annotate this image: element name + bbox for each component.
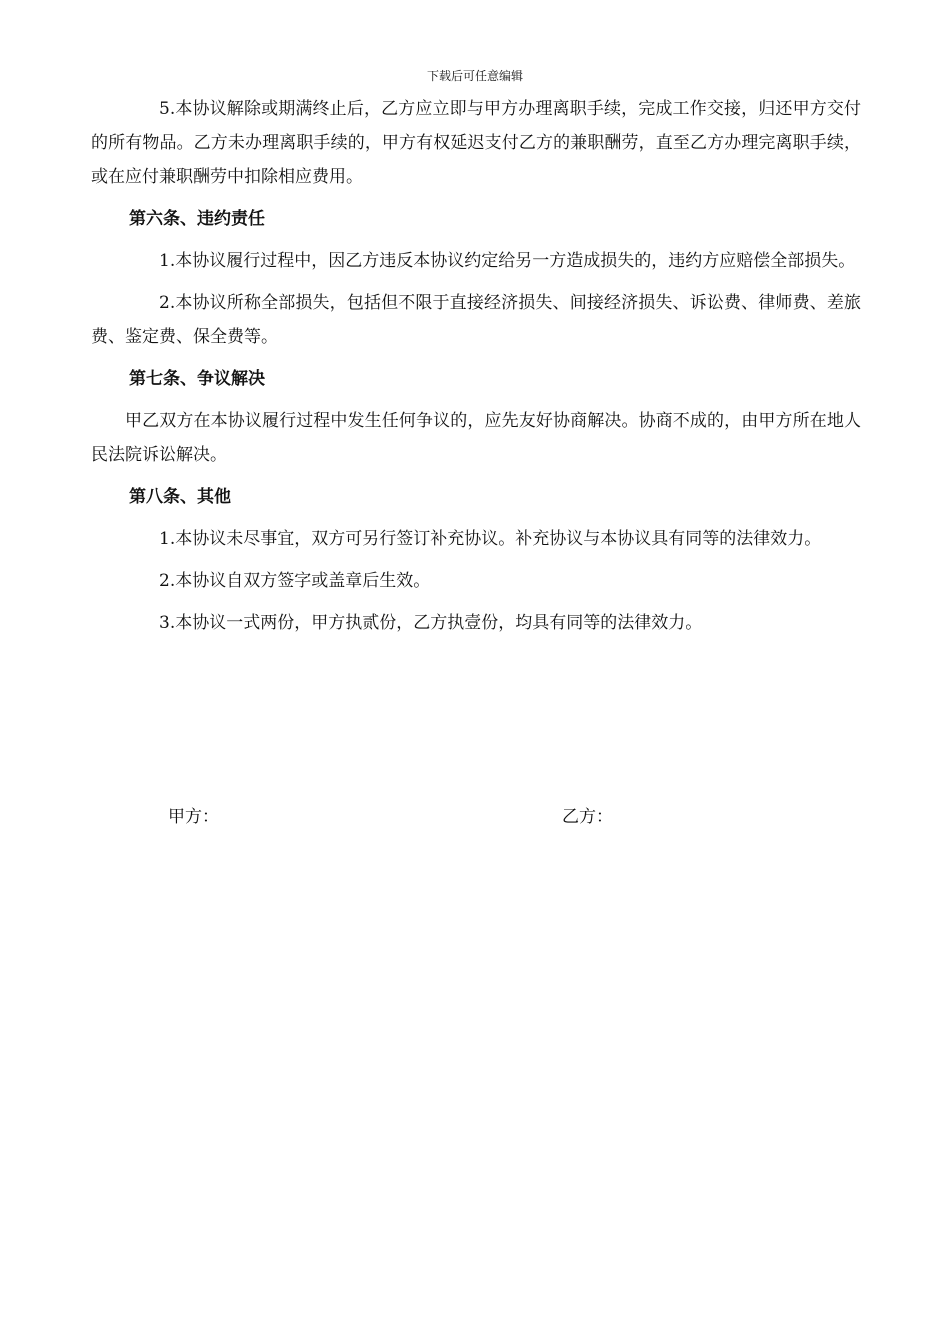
clause-number: 3. <box>159 613 176 633</box>
section-6-clause-2 <box>91 286 861 354</box>
section-7-text: 甲乙双方在本协议履行过程中发生任何争议的，应先友好协商解决。协商不成的，由甲方所在地人民法院诉讼解决。 <box>91 411 861 465</box>
header-note: 下载后可任意编辑 <box>426 69 523 83</box>
clause-text: 本协议所称全部损失，包括但不限于直接经济损失、间接经济损失、诉讼费、律师费、差旅费、鉴定费、保全费等。 <box>91 293 861 347</box>
clause-text: 本协议自双方签字或盖章后生效。 <box>175 571 431 591</box>
section-8-clause-2 <box>91 564 861 598</box>
clause-number: 1. <box>159 251 176 271</box>
clause-text: 本协议履行过程中，因乙方违反本协议约定给另一方造成损失的，违约方应赔偿全部损失。 <box>175 251 856 271</box>
section-8-clause-3 <box>91 606 861 640</box>
clause-number: 5. <box>159 99 176 119</box>
party-a-signature-label: 甲方： <box>168 807 219 827</box>
clause-number: 2. <box>159 571 176 591</box>
clause-text: 本协议未尽事宜，双方可另行签订补充协议。补充协议与本协议具有同等的法律效力。 <box>175 529 822 549</box>
party-b-signature-label: 乙方： <box>562 807 613 827</box>
clause-number: 1. <box>159 529 176 549</box>
clause-number: 2. <box>159 293 176 313</box>
clause-text: 本协议一式两份，甲方执贰份，乙方执壹份，均具有同等的法律效力。 <box>175 613 703 633</box>
section-6-title: 第六条、违约责任 <box>129 209 265 229</box>
section-8-title: 第八条、其他 <box>129 487 231 507</box>
clause-5 <box>91 92 861 194</box>
section-8-clause-1 <box>91 522 861 556</box>
document-body <box>91 92 861 648</box>
clause-text: 本协议解除或期满终止后，乙方应立即与甲方办理离职手续，完成工作交接，归还甲方交付的所有物品。乙方未办理离职手续的，甲方有权延迟支付乙方的兼职酬劳，直至乙方办理完离职手续，或在应付兼职酬劳中扣除相应费用。 <box>91 99 861 187</box>
section-7-title: 第七条、争议解决 <box>129 369 265 389</box>
section-6-clause-1 <box>91 244 861 278</box>
